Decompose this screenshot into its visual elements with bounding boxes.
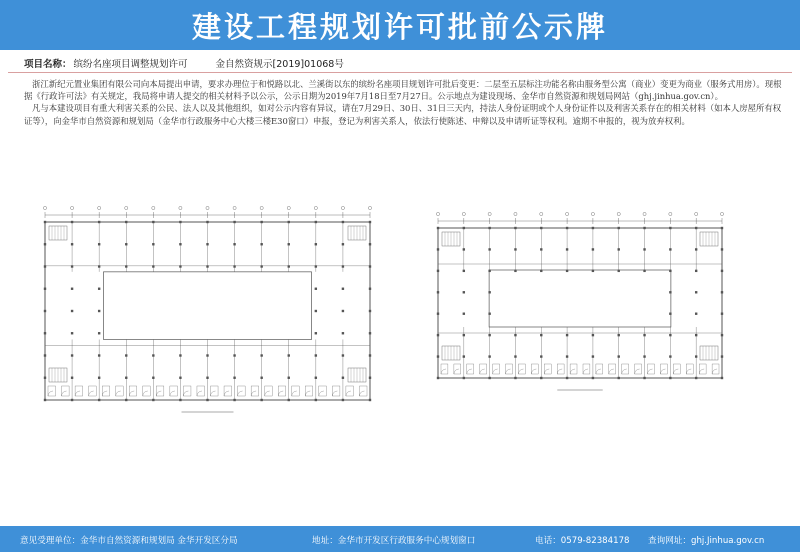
shop-bay [673,364,680,374]
structural-column [369,288,371,290]
grid-bubble [233,206,236,209]
shop-bay [635,364,642,374]
structural-column [721,313,723,315]
grid-bubble [565,212,568,215]
structural-column [44,310,46,312]
structural-column [592,270,594,272]
structural-column [315,332,317,334]
shop-bay [531,364,538,374]
grid-bubble [43,206,46,209]
structural-column [98,288,100,290]
door-swing [441,369,446,374]
courtyard-wall [104,272,312,340]
structural-column [463,313,465,315]
structural-column [44,354,46,356]
grid-bubble [152,206,155,209]
shop-bay [712,364,719,374]
grid-bubble [368,206,371,209]
door-swing [531,369,536,374]
permit-notice-number: 金自然资规示[2019]01068号 [215,59,344,70]
shop-bay [557,364,564,374]
shop-bay [570,364,577,374]
shop-bay [699,364,706,374]
door-swing [129,391,134,396]
door-swing [170,391,175,396]
door-swing [265,391,270,396]
structural-column [488,313,490,315]
door-swing [89,391,94,396]
grid-bubble [206,206,209,209]
door-swing [143,391,148,396]
project-name-value: 缤纷名座项目调整规划许可 [73,59,188,70]
floor-plan-left-svg [35,200,380,440]
structural-column [44,288,46,290]
notice-paragraph-2: 凡与本建设项目有重大利害关系的公民、法人以及其他组织，如对公示内容有异议，请在7月29日、30日、31日三天内，持法人身份证明或个人身份证件以及利害关系存在的相关材料（如本人房屋所有权证等），向金华市自然资源和规划局（金华市行政服务中心大楼三楼E30窗口）申报，登记为利害关系人，依法行使陈述、申辩以及申请听证等权利。逾期不申报的，视为放弃权利。 [24,103,782,126]
structural-column [643,270,645,272]
project-name-label: 项目名称： [24,59,72,70]
door-swing [156,391,161,396]
structural-column [44,332,46,334]
structural-column [437,355,439,357]
grid-bubble [720,212,723,215]
shop-bay [648,364,655,374]
grid-bubble [179,206,182,209]
structural-column [618,270,620,272]
shop-bay [518,364,525,374]
structural-column [437,291,439,293]
header-divider [8,72,792,73]
door-swing [116,391,121,396]
door-swing [224,391,229,396]
grid-bubble [643,212,646,215]
grid-bubble [341,206,344,209]
structural-column [44,221,46,223]
structural-column [437,377,439,379]
footer-address-value: 金华市开发区行政服务中心规划窗口 [337,536,476,546]
door-swing [211,391,216,396]
footer-unit-value: 金华市自然资源和规划局 金华开发区分局 [80,536,238,546]
door-swing [319,391,324,396]
door-swing [62,391,67,396]
door-swing [75,391,80,396]
shop-bay [544,364,551,374]
structural-column [721,227,723,229]
structural-column [463,291,465,293]
structural-column [315,310,317,312]
structural-column [369,399,371,401]
shop-bay [686,364,693,374]
floor-plan-drawing-right [430,208,730,408]
door-swing [570,369,575,374]
door-swing [251,391,256,396]
structural-column [514,270,516,272]
door-swing [359,391,364,396]
door-swing [712,369,717,374]
structural-column [369,377,371,379]
shop-bay [596,364,603,374]
grid-bubble [314,206,317,209]
page-title: 建设工程规划许可批前公示牌 [191,9,608,44]
door-swing [48,391,53,396]
structural-column [540,270,542,272]
door-swing [480,369,485,374]
door-swing [518,369,523,374]
structural-column [369,221,371,223]
notice-body [24,78,786,127]
structural-column [342,288,344,290]
structural-column [44,377,46,379]
shop-bay [506,364,513,374]
structural-column [488,291,490,293]
grid-bubble [70,206,73,209]
grid-bubble [591,212,594,215]
project-info-line [24,55,784,71]
structural-column [488,270,490,272]
door-swing [278,391,283,396]
structural-column [98,332,100,334]
door-swing [544,369,549,374]
footer-website-value[interactable]: ghj.Jinhua.gov.cn [690,536,765,546]
structural-column [369,310,371,312]
structural-column [71,310,73,312]
door-swing [699,369,704,374]
door-swing [102,391,107,396]
door-swing [622,369,627,374]
door-swing [583,369,588,374]
courtyard-wall [489,270,671,327]
floor-plan-right-svg [430,208,730,408]
door-swing [648,369,653,374]
grid-bubble [617,212,620,215]
footer-phone-value: 0579-82384178 [560,536,630,546]
structural-column [721,355,723,357]
footer-address-label: 地址： [312,536,338,546]
notice-paragraph-1: 浙江新纪元置业集团有限公司向本局提出申请，要求办理位于和悦路以北、兰溪街以东的缤纷名座项目规划许可批后变更：二层至五层标注功能名称由服务型公寓（商业）变更为商业（服务式用房）。现根据《行政许可法》有关规定，我局将申请人提交的相关材料予以公示，公示日期为2019年7月18日至7月27日。公示地点为建设现场、金华市自然资源和规划局网站（ghj.jinhua.gov.cn）。 [24,79,782,102]
shop-bay [493,364,500,374]
grid-bubble [514,212,517,215]
structural-column [437,248,439,250]
structural-column [342,332,344,334]
grid-bubble [462,212,465,215]
footer-address [312,534,475,546]
door-swing [454,369,459,374]
structural-column [98,310,100,312]
structural-column [463,270,465,272]
door-swing [609,369,614,374]
footer-phone-label: 电话： [535,536,561,546]
footer-phone [535,534,630,546]
grid-bubble [287,206,290,209]
grid-bubble [125,206,128,209]
structural-column [721,248,723,250]
door-swing [596,369,601,374]
structural-column [342,310,344,312]
structural-column [721,291,723,293]
shop-bay [480,364,487,374]
structural-column [369,243,371,245]
footer-unit [20,534,238,546]
grid-bubble [98,206,101,209]
structural-column [44,243,46,245]
shop-bay [609,364,616,374]
door-swing [673,369,678,374]
structural-column [369,354,371,356]
door-swing [346,391,351,396]
door-swing [305,391,310,396]
structural-column [669,270,671,272]
structural-column [437,270,439,272]
structural-column [721,334,723,336]
grid-bubble [669,212,672,215]
footer-website [648,534,764,546]
footer-website-label: 查询网址： [648,536,691,546]
structural-column [44,265,46,267]
shop-bay [441,364,448,374]
shop-bay [660,364,667,374]
structural-column [437,313,439,315]
structural-column [71,332,73,334]
structural-column [669,313,671,315]
footer-banner [0,526,800,552]
door-swing [660,369,665,374]
outer-wall [438,228,722,378]
grid-bubble [540,212,543,215]
door-swing [506,369,511,374]
shop-bay [622,364,629,374]
grid-bubble [695,212,698,215]
door-swing [493,369,498,374]
door-swing [292,391,297,396]
grid-bubble [436,212,439,215]
structural-column [669,291,671,293]
door-swing [197,391,202,396]
structural-column [369,332,371,334]
structural-column [437,334,439,336]
shop-bay [467,364,474,374]
structural-column [437,227,439,229]
structural-column [566,270,568,272]
door-swing [467,369,472,374]
structural-column [695,291,697,293]
structural-column [721,270,723,272]
door-swing [332,391,337,396]
door-swing [686,369,691,374]
door-swing [557,369,562,374]
title-banner [0,0,800,50]
structural-column [71,288,73,290]
door-swing [183,391,188,396]
structural-column [695,313,697,315]
structural-column [44,399,46,401]
structural-column [315,288,317,290]
grid-bubble [488,212,491,215]
structural-column [721,377,723,379]
structural-column [695,270,697,272]
shop-bay [583,364,590,374]
door-swing [635,369,640,374]
shop-bay [454,364,461,374]
structural-column [369,265,371,267]
floor-plan-drawing-left [35,200,380,440]
footer-unit-label: 意见受理单位： [20,536,81,546]
grid-bubble [260,206,263,209]
door-swing [238,391,243,396]
